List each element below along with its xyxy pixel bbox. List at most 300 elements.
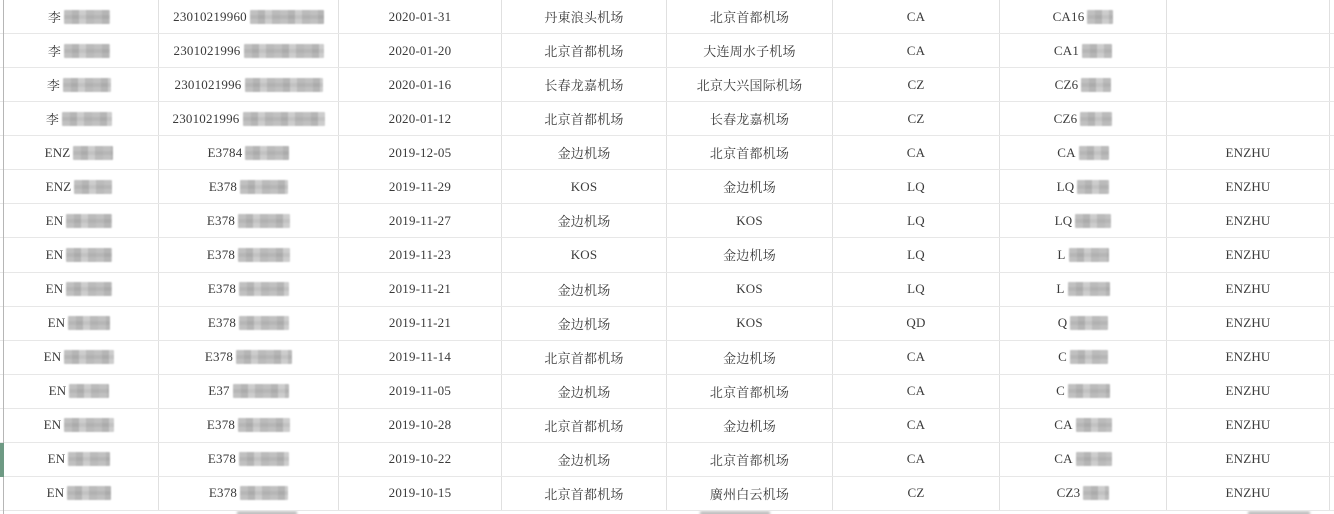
cell-airline-code[interactable] [833,170,1000,203]
cell-passenger-name[interactable] [0,68,159,101]
table-row [0,238,1334,272]
arrival-airport-text: KOS [736,315,763,331]
redaction-mosaic [74,180,112,194]
agent-code-text: ENZHU [1225,246,1271,262]
cell-id-number[interactable] [159,375,339,408]
cell-passenger-name[interactable] [0,477,159,510]
departure-airport-text: 金边机场 [557,282,611,298]
redaction-mosaic [1077,180,1109,194]
id-number-text: 23010219960 [173,8,247,24]
table-row [0,68,1334,102]
departure-airport-text: KOS [570,178,598,194]
cell-flight-number[interactable] [1000,443,1167,476]
redaction-mosaic [1069,248,1109,262]
flight-number-text: CZ6 [1053,110,1078,126]
passenger-name-text: 李 [45,112,60,128]
id-number-text: 2301021996 [172,110,240,126]
airline-code-text: CZ [907,110,925,126]
flight-number-text: CA1 [1053,42,1080,58]
arrival-airport-text: 金边机场 [723,418,776,434]
redaction-mosaic [1076,452,1112,466]
flight-date-text: 2019-10-15 [388,485,452,501]
id-number-text: E378 [206,246,236,262]
redaction-mosaic [244,44,324,58]
redaction-mosaic [64,10,110,24]
cell-agent-code[interactable] [1167,273,1330,306]
agent-code-text: ENZHU [1225,417,1271,433]
redaction-mosaic [69,384,109,398]
redaction-mosaic [1080,112,1112,126]
cell-departure-airport[interactable] [502,170,667,203]
cell-edge-sliver [1330,204,1334,237]
cell-departure-airport[interactable] [502,0,667,33]
cell-agent-code[interactable] [1167,102,1330,135]
cell-airline-code[interactable] [833,102,1000,135]
cell-flight-date[interactable] [339,136,502,169]
cell-flight-date[interactable] [339,170,502,203]
id-number-text: E37 [208,383,230,399]
cell-id-number[interactable] [159,273,339,306]
flight-number-text: CZ6 [1054,76,1079,92]
airline-code-text: QD [906,315,926,331]
cell-passenger-name[interactable] [0,102,159,135]
redaction-mosaic [67,486,111,500]
cell-airline-code[interactable] [833,34,1000,67]
redaction-mosaic [62,112,112,126]
flight-date-text: 2019-11-21 [388,315,452,331]
passenger-name-text: EN [45,281,64,297]
cell-flight-date[interactable] [339,238,502,271]
cell-flight-number[interactable] [1000,375,1167,408]
redaction-mosaic [64,350,114,364]
cell-passenger-name[interactable] [0,341,159,374]
redaction-mosaic [1076,418,1112,432]
cell-id-number[interactable] [159,136,339,169]
airline-code-text: LQ [907,178,925,194]
table-row [0,170,1334,204]
cell-arrival-airport[interactable] [667,136,833,169]
airline-code-text: CA [906,417,926,433]
arrival-airport-text: 北京首都机场 [709,384,790,400]
cell-airline-code[interactable] [833,136,1000,169]
cell-edge-sliver [1330,0,1334,33]
airline-code-text: CA [906,144,926,160]
arrival-airport-text: 金边机场 [723,248,776,264]
redaction-mosaic [64,418,114,432]
flight-date-text: 2019-11-29 [388,178,452,194]
cell-arrival-airport[interactable] [667,34,833,67]
passenger-name-text: EN [47,315,66,331]
cell-agent-code[interactable] [1167,34,1330,67]
redaction-mosaic [239,316,289,330]
redaction-mosaic [240,486,288,500]
cell-arrival-airport[interactable] [667,307,833,340]
cell-edge-sliver [1330,170,1334,203]
table-row [0,136,1334,170]
cell-flight-number[interactable] [1000,68,1167,101]
selected-row-indicator [0,443,4,477]
flight-date-text: 2019-10-28 [388,417,452,433]
table-row [0,375,1334,409]
cell-departure-airport[interactable] [502,375,667,408]
cell-agent-code[interactable] [1167,341,1330,374]
redaction-mosaic [239,452,289,466]
cell-flight-number[interactable] [1000,409,1167,442]
cell-flight-date[interactable] [339,443,502,476]
cell-flight-number[interactable] [1000,0,1167,33]
airline-code-text: CA [906,349,926,365]
redaction-mosaic [1075,214,1111,228]
cell-edge-sliver [1330,136,1334,169]
agent-code-text: ENZHU [1225,383,1271,399]
flight-number-text: C [1056,383,1065,399]
cell-passenger-name[interactable] [0,204,159,237]
redaction-mosaic [1082,44,1112,58]
departure-airport-text: 金边机场 [557,146,611,162]
redaction-mosaic [1068,282,1110,296]
cell-arrival-airport[interactable] [667,443,833,476]
cell-flight-number[interactable] [1000,136,1167,169]
cell-flight-number[interactable] [1000,238,1167,271]
passenger-name-text: 李 [47,44,62,60]
redaction-mosaic [73,146,113,160]
cell-passenger-name[interactable] [0,307,159,340]
departure-airport-text: 北京首都机场 [544,418,624,434]
cell-agent-code[interactable] [1167,0,1330,33]
cell-id-number[interactable] [159,238,339,271]
airline-code-text: CA [906,8,926,24]
cell-departure-airport[interactable] [502,68,667,101]
cell-id-number[interactable] [159,307,339,340]
cell-flight-date[interactable] [339,0,502,33]
cell-edge-sliver [1330,34,1334,67]
cell-departure-airport[interactable] [502,307,667,340]
redaction-mosaic [1083,486,1109,500]
agent-code-text: ENZHU [1225,349,1271,365]
redaction-mosaic [243,112,325,126]
cell-departure-airport[interactable] [502,341,667,374]
cell-id-number[interactable] [159,170,339,203]
redaction-mosaic [238,248,290,262]
cell-flight-date[interactable] [339,34,502,67]
cell-passenger-name[interactable] [0,0,159,33]
cell-id-number[interactable] [159,341,339,374]
cell-departure-airport[interactable] [502,102,667,135]
table-row [0,307,1334,341]
cell-arrival-airport[interactable] [667,68,833,101]
cell-flight-number[interactable] [1000,204,1167,237]
passenger-name-text: EN [47,451,66,467]
cell-flight-date[interactable] [339,341,502,374]
departure-airport-text: 金边机场 [557,214,611,230]
arrival-airport-text: KOS [736,281,763,297]
arrival-airport-text: 大连周水子机场 [703,44,796,60]
departure-airport-text: 金边机场 [557,384,611,400]
arrival-airport-text: 北京首都机场 [709,452,790,468]
flight-date-text: 2020-01-20 [388,42,452,58]
cell-flight-number[interactable] [1000,341,1167,374]
cell-flight-date[interactable] [339,68,502,101]
id-number-text: E378 [207,281,237,297]
redaction-mosaic [238,214,290,228]
flight-date-text: 2019-11-05 [388,383,452,399]
cell-flight-date[interactable] [339,307,502,340]
departure-airport-text: 北京首都机场 [544,44,624,60]
flight-number-text: L [1057,246,1066,262]
cell-departure-airport[interactable] [502,273,667,306]
cell-agent-code[interactable] [1167,443,1330,476]
cell-departure-airport[interactable] [502,34,667,67]
cell-departure-airport[interactable] [502,443,667,476]
cell-airline-code[interactable] [833,443,1000,476]
agent-code-text: ENZHU [1225,212,1271,228]
cell-id-number[interactable] [159,443,339,476]
redaction-mosaic [68,316,110,330]
flight-date-text: 2019-11-14 [388,349,452,365]
agent-code-text: ENZHU [1225,315,1271,331]
cell-arrival-airport[interactable] [667,477,833,510]
cell-arrival-airport[interactable] [667,273,833,306]
flight-number-text: Q [1057,315,1068,331]
departure-airport-text: 北京首都机场 [544,112,624,128]
cell-edge-sliver [1330,307,1334,340]
airline-code-text: CA [906,451,926,467]
cell-agent-code[interactable] [1167,375,1330,408]
arrival-airport-text: 金边机场 [723,350,776,366]
passenger-name-text: 李 [47,10,62,26]
flight-date-text: 2019-11-27 [388,212,452,228]
cell-airline-code[interactable] [833,341,1000,374]
passenger-name-text: EN [43,349,62,365]
cell-departure-airport[interactable] [502,238,667,271]
cell-edge-sliver [1330,238,1334,271]
cell-arrival-airport[interactable] [667,238,833,271]
cell-edge-sliver [1330,409,1334,442]
arrival-airport-text: 金边机场 [723,180,776,196]
arrival-airport-text: 北京首都机场 [709,10,790,26]
arrival-airport-text: 北京大兴国际机场 [696,78,803,94]
departure-airport-text: 金边机场 [557,316,611,332]
redaction-mosaic [245,78,323,92]
id-number-text: E378 [206,212,236,228]
departure-airport-text: 长春龙嘉机场 [544,78,624,94]
flight-number-text: CA [1057,144,1076,160]
flight-number-text: CA [1054,417,1073,433]
departure-airport-text: 金边机场 [557,452,611,468]
table-row [0,273,1334,307]
id-number-text: E378 [207,451,237,467]
cell-agent-code[interactable] [1167,68,1330,101]
departure-airport-text: 北京首都机场 [544,350,624,366]
redaction-mosaic [66,282,112,296]
agent-code-text: ENZHU [1225,281,1271,297]
cell-departure-airport[interactable] [502,409,667,442]
airline-code-text: LQ [907,212,925,228]
redaction-mosaic [240,180,288,194]
id-number-text: E378 [206,417,236,433]
cell-passenger-name[interactable] [0,238,159,271]
table-row [0,34,1334,68]
table-row [0,409,1334,443]
redaction-mosaic [238,418,290,432]
cell-id-number[interactable] [159,0,339,33]
flight-number-text: CA [1054,451,1073,467]
arrival-airport-text: 长春龙嘉机场 [709,112,790,128]
cell-edge-sliver [1330,341,1334,374]
flight-number-text: LQ [1054,212,1073,228]
redaction-mosaic [1079,146,1109,160]
arrival-airport-text: KOS [736,212,763,228]
id-number-text: E3784 [207,144,243,160]
airline-code-text: CZ [907,76,925,92]
cell-agent-code[interactable] [1167,307,1330,340]
cell-arrival-airport[interactable] [667,409,833,442]
redaction-mosaic [245,146,289,160]
cell-passenger-name[interactable] [0,34,159,67]
cell-id-number[interactable] [159,68,339,101]
passenger-name-text: EN [48,383,67,399]
agent-code-text: ENZHU [1225,144,1271,160]
cell-agent-code[interactable] [1167,409,1330,442]
agent-code-text: ENZHU [1225,178,1271,194]
id-number-text: E378 [204,349,234,365]
departure-airport-text: 丹東浪头机场 [544,10,624,26]
redaction-mosaic [66,214,112,228]
passenger-name-text: ENZ [45,178,72,194]
cell-airline-code[interactable] [833,307,1000,340]
flight-number-text: CA16 [1052,8,1085,24]
cell-passenger-name[interactable] [0,170,159,203]
cell-edge-sliver [1330,375,1334,408]
cell-airline-code[interactable] [833,68,1000,101]
flight-date-text: 2019-11-21 [388,281,452,297]
airline-code-text: LQ [907,246,925,262]
cell-edge-sliver [1330,102,1334,135]
redaction-mosaic [239,282,289,296]
table-row [0,102,1334,136]
flight-number-text: CZ3 [1056,485,1081,501]
flight-date-text: 2020-01-31 [388,8,452,24]
departure-airport-text: KOS [570,246,598,262]
cell-flight-date[interactable] [339,375,502,408]
id-number-text: E378 [207,315,237,331]
cell-airline-code[interactable] [833,375,1000,408]
passenger-name-text: ENZ [44,144,71,160]
redaction-mosaic [1070,316,1108,330]
cell-airline-code[interactable] [833,0,1000,33]
cell-departure-airport[interactable] [502,204,667,237]
cell-flight-number[interactable] [1000,170,1167,203]
airline-code-text: LQ [907,281,925,297]
cell-flight-number[interactable] [1000,477,1167,510]
id-number-text: 2301021996 [174,76,242,92]
airline-code-text: CA [906,383,926,399]
departure-airport-text: 北京首都机场 [544,486,624,502]
redaction-mosaic [68,452,110,466]
cell-id-number[interactable] [159,204,339,237]
cell-flight-date[interactable] [339,204,502,237]
cell-flight-number[interactable] [1000,34,1167,67]
cell-airline-code[interactable] [833,204,1000,237]
cell-flight-date[interactable] [339,273,502,306]
redaction-mosaic [1081,78,1111,92]
cell-arrival-airport[interactable] [667,204,833,237]
cell-airline-code[interactable] [833,238,1000,271]
flight-date-text: 2020-01-12 [388,110,452,126]
passenger-name-text: EN [45,246,64,262]
agent-code-text: ENZHU [1225,485,1271,501]
cell-id-number[interactable] [159,477,339,510]
cell-agent-code[interactable] [1167,204,1330,237]
table-row [0,477,1334,511]
cell-arrival-airport[interactable] [667,375,833,408]
id-number-text: E378 [208,178,238,194]
cell-passenger-name[interactable] [0,409,159,442]
passenger-name-text: EN [45,212,64,228]
cell-agent-code[interactable] [1167,477,1330,510]
redaction-mosaic [250,10,324,24]
cell-departure-airport[interactable] [502,477,667,510]
redaction-mosaic [64,44,110,58]
table-row [0,443,1334,477]
passenger-name-text: 李 [46,78,61,94]
cell-agent-code[interactable] [1167,238,1330,271]
redaction-mosaic [233,384,289,398]
redaction-mosaic [1070,350,1108,364]
cell-arrival-airport[interactable] [667,102,833,135]
flight-date-text: 2020-01-16 [388,76,452,92]
flight-number-text: C [1058,349,1067,365]
cell-edge-sliver [1330,68,1334,101]
passenger-name-text: EN [46,485,65,501]
redaction-mosaic [1087,10,1113,24]
flight-number-text: L [1056,281,1065,297]
passenger-name-text: EN [43,417,62,433]
cell-edge-sliver [1330,443,1334,476]
cell-agent-code[interactable] [1167,136,1330,169]
cell-flight-date[interactable] [339,477,502,510]
redaction-mosaic [1068,384,1110,398]
id-number-text: 2301021996 [173,42,241,58]
cell-flight-number[interactable] [1000,307,1167,340]
redaction-mosaic [236,350,292,364]
cell-airline-code[interactable] [833,273,1000,306]
redaction-mosaic [66,248,112,262]
cell-flight-date[interactable] [339,409,502,442]
cell-passenger-name[interactable] [0,443,159,476]
cell-agent-code[interactable] [1167,170,1330,203]
cell-passenger-name[interactable] [0,136,159,169]
cell-airline-code[interactable] [833,409,1000,442]
table-row [0,341,1334,375]
cell-arrival-airport[interactable] [667,170,833,203]
cell-flight-number[interactable] [1000,273,1167,306]
cell-id-number[interactable] [159,102,339,135]
cell-passenger-name[interactable] [0,273,159,306]
cell-airline-code[interactable] [833,477,1000,510]
cell-arrival-airport[interactable] [667,0,833,33]
cell-departure-airport[interactable] [502,136,667,169]
cell-id-number[interactable] [159,34,339,67]
table-row [0,0,1334,34]
cell-id-number[interactable] [159,409,339,442]
cell-arrival-airport[interactable] [667,341,833,374]
cell-flight-date[interactable] [339,102,502,135]
redaction-mosaic [63,78,111,92]
agent-code-text: ENZHU [1225,451,1271,467]
cell-passenger-name[interactable] [0,375,159,408]
cell-flight-number[interactable] [1000,102,1167,135]
